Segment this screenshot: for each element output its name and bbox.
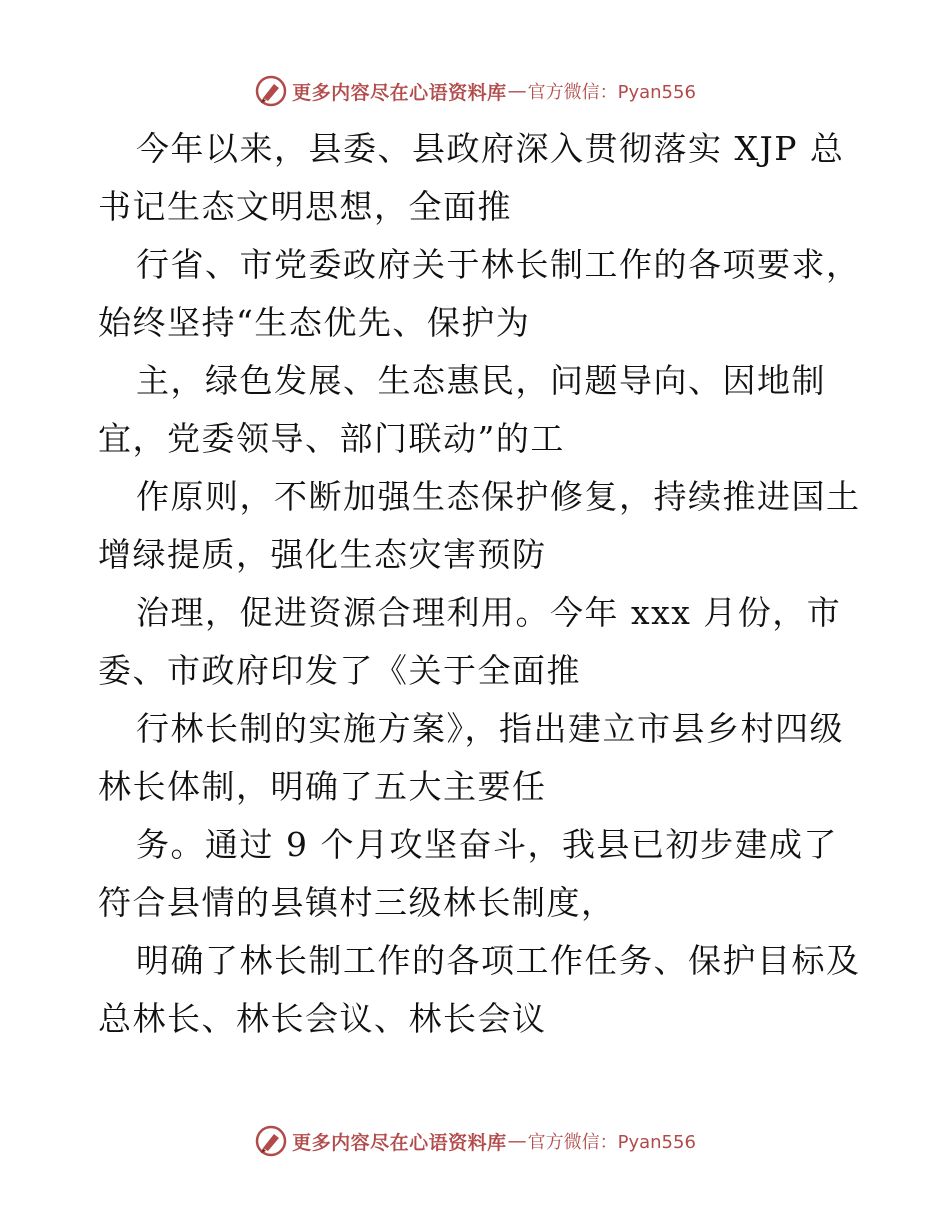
paragraph-line: 治理，促进资源合理利用。今年 xxx 月份，市 — [136, 593, 842, 632]
paragraph-line: 书记生态文明思想，全面推 — [98, 187, 512, 226]
banner-wechat: 官方微信：Pyan556 — [527, 1132, 696, 1153]
header-banner — [0, 71, 950, 111]
pen-logo-icon — [254, 74, 288, 108]
paragraph-line: 作原则，不断加强生态保护修复，持续推进国土 — [136, 477, 861, 516]
paragraph-line: 明确了林长制工作的各项工作任务、保护目标及 — [136, 941, 861, 980]
paragraph-line: 增绿提质，强化生态灾害预防 — [98, 535, 547, 574]
paragraph-line: 林长体制，明确了五大主要任 — [98, 767, 547, 806]
pen-logo-icon — [254, 1124, 288, 1158]
banner-separator: — — [507, 80, 527, 102]
banner-title: 更多内容尽在心语资料库 — [292, 1131, 507, 1154]
paragraph-line: 委、市政府印发了《关于全面推 — [98, 651, 581, 690]
paragraph-line: 行省、市党委政府关于林长制工作的各项要求， — [136, 245, 861, 284]
banner-title: 更多内容尽在心语资料库 — [292, 81, 507, 104]
paragraph-line: 务。通过 9 个月攻坚奋斗，我县已初步建成了 — [136, 825, 838, 864]
paragraph-line: 宜，党委领导、部门联动”的工 — [98, 419, 565, 458]
paragraph-line: 主，绿色发展、生态惠民，问题导向、因地制 — [136, 361, 826, 400]
paragraph-line: 总林长、林长会议、林长会议 — [98, 999, 547, 1038]
paragraph-line: 符合县情的县镇村三级林长制度， — [98, 883, 616, 922]
banner-separator: — — [507, 1130, 527, 1152]
paragraph-line: 始终坚持“生态优先、保护为 — [98, 303, 531, 342]
paragraph-line: 今年以来，县委、县政府深入贯彻落实 XJP 总 — [136, 129, 845, 168]
footer-banner — [0, 1121, 950, 1161]
paragraph-line: 行林长制的实施方案》，指出建立市县乡村四级 — [136, 709, 844, 748]
banner-wechat: 官方微信：Pyan556 — [527, 82, 696, 103]
